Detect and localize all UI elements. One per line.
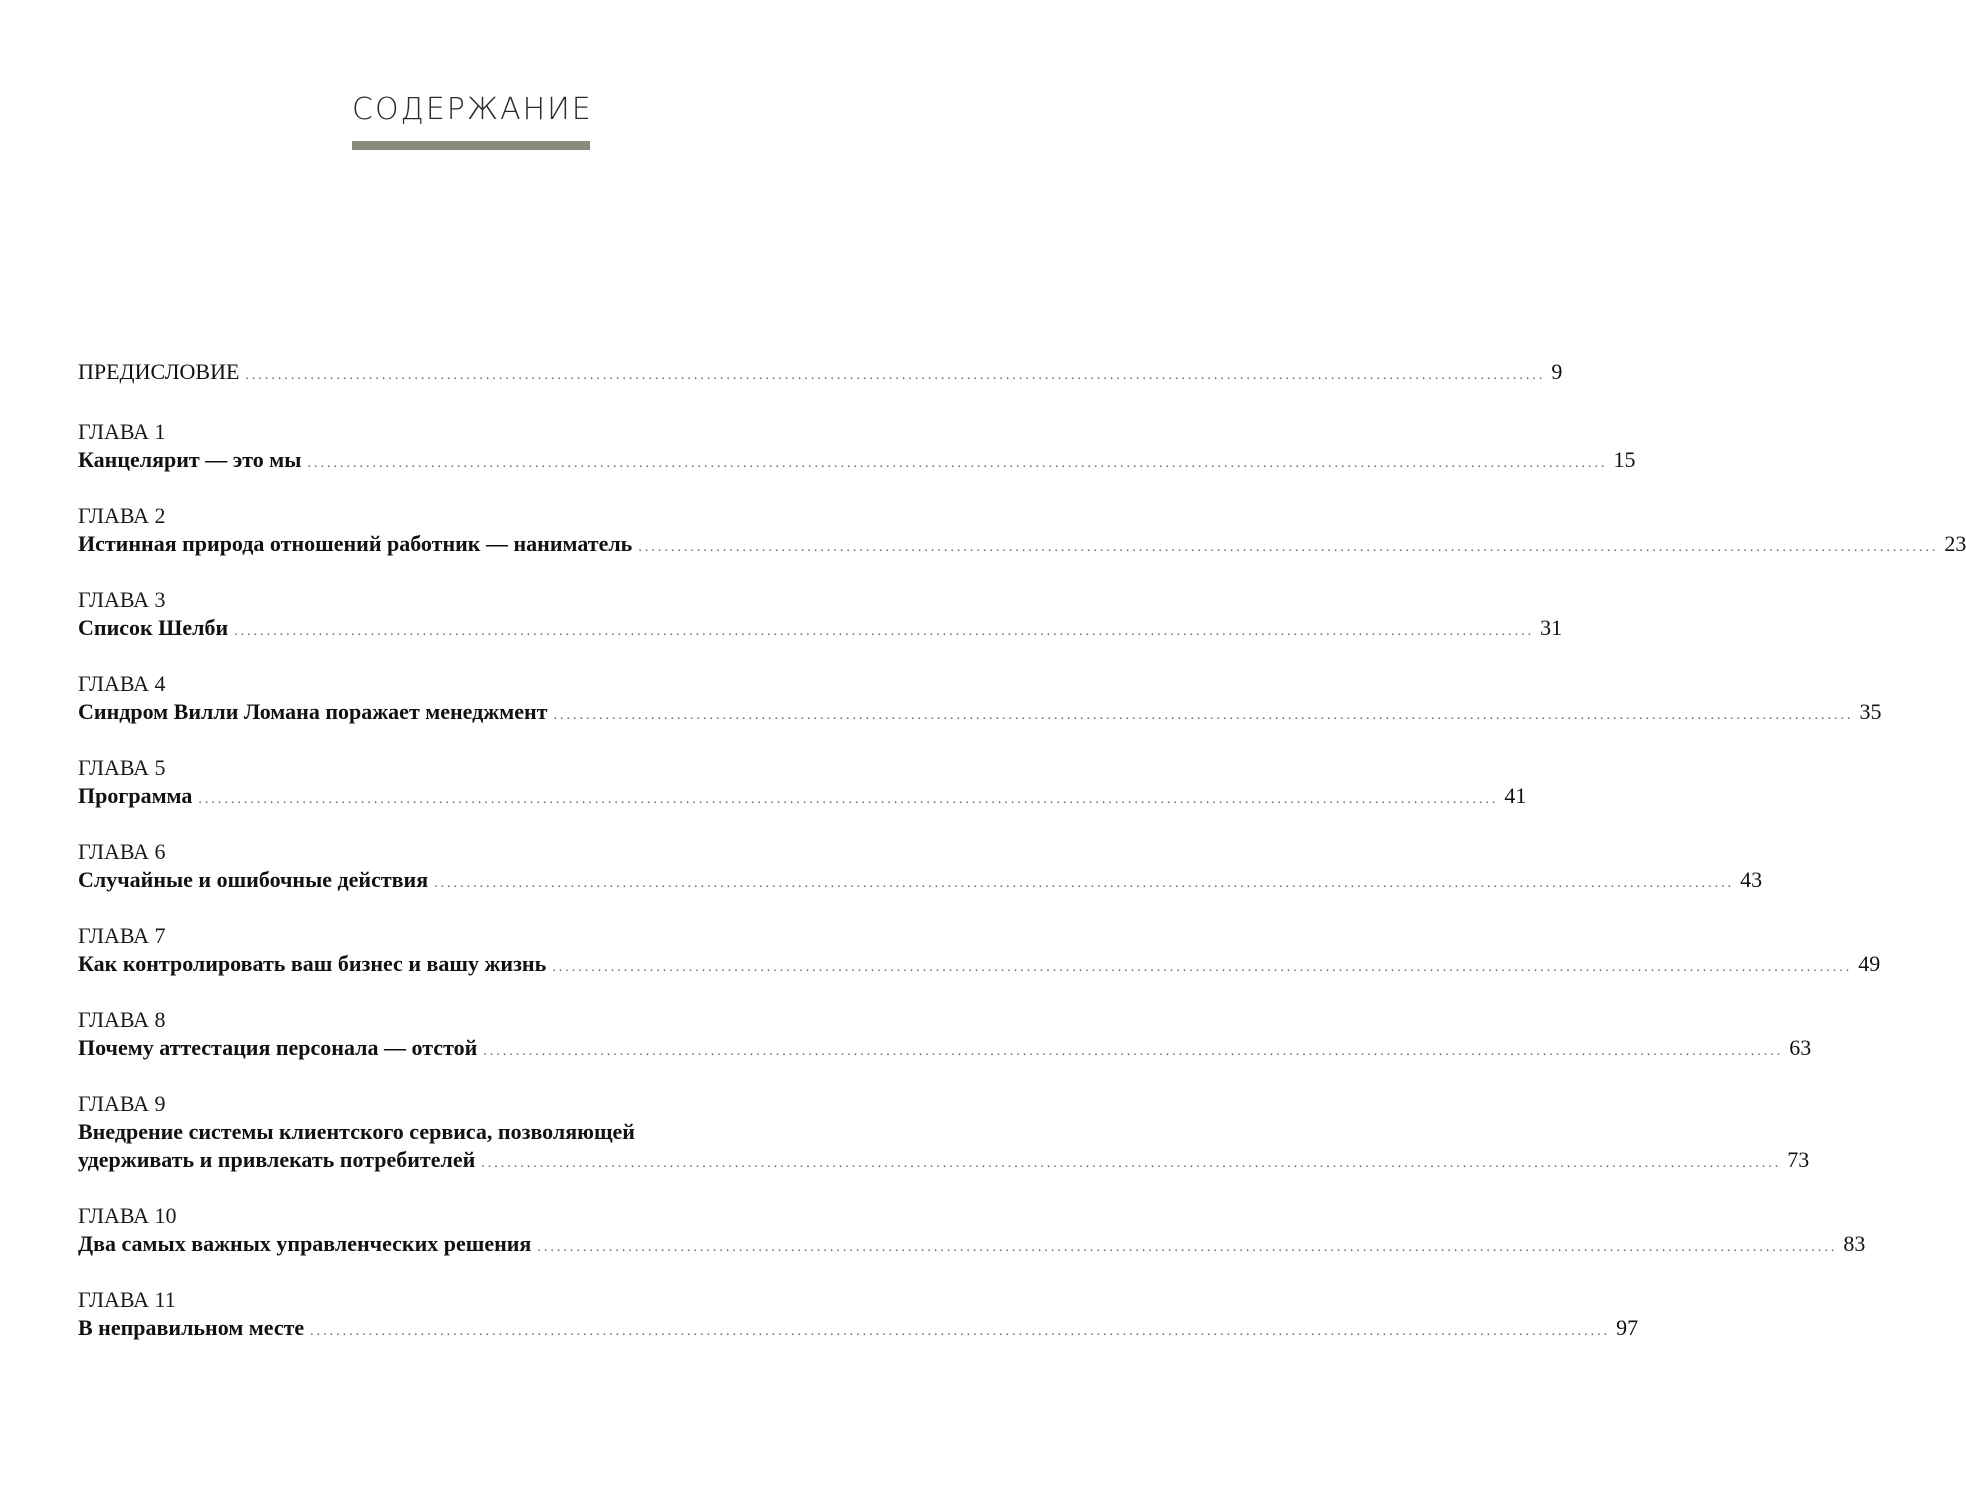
chapter-label: ГЛАВА 2 (78, 503, 166, 528)
chapter-label: ГЛАВА 3 (78, 587, 166, 612)
toc-page-number: 15 (1613, 447, 1636, 472)
dot-leader: ........................................................................................................................................................................................................ (310, 1324, 1611, 1339)
toc-page-number: 49 (1858, 951, 1881, 976)
toc-page-number: 63 (1789, 1035, 1812, 1060)
toc-entry-title: Истинная природа отношений работник — наниматель (78, 531, 633, 556)
toc-page-number: 73 (1787, 1147, 1810, 1172)
dot-leader: ........................................................................................................................................................................................................ (537, 1240, 1838, 1255)
toc-entry-title: Синдром Вилли Ломана поражает менеджмент (78, 699, 548, 724)
toc-entry-chapter-4[interactable] (78, 670, 1882, 726)
toc-entry-chapter-3[interactable] (78, 586, 1563, 642)
toc-line (78, 698, 1882, 726)
title-underline-bar (352, 141, 590, 150)
dot-leader: ........................................................................................................................................................................................................ (198, 792, 1499, 807)
dot-leader: ........................................................................................................................................................................................................ (638, 540, 1939, 555)
page-title: СОДЕРЖАНИЕ (352, 92, 593, 127)
dot-leader: ........................................................................................................................................................................................................ (481, 1156, 1782, 1171)
dot-leader: ........................................................................................................................................................................................................ (234, 624, 1535, 639)
toc-page-number: 97 (1616, 1315, 1639, 1340)
toc-line (78, 1230, 1866, 1258)
toc-entry-chapter-5[interactable] (78, 754, 1527, 810)
toc-entry-title: Список Шелби (78, 615, 229, 640)
toc-entry-title: Два самых важных управленческих решения (78, 1231, 532, 1256)
toc-entry-title: Канцелярит — это мы (78, 447, 302, 472)
toc-line (78, 358, 1563, 386)
toc-line (78, 530, 1966, 558)
toc-page-number: 83 (1843, 1231, 1866, 1256)
toc-line (78, 866, 1763, 894)
dot-leader: ........................................................................................................................................................................................................ (245, 368, 1546, 383)
dot-leader: ........................................................................................................................................................................................................ (553, 708, 1854, 723)
toc-page-number: 35 (1859, 699, 1882, 724)
toc-entry-title: Почему аттестация персонала — отстой (78, 1035, 478, 1060)
toc-line (78, 782, 1527, 810)
chapter-label: ГЛАВА 8 (78, 1007, 166, 1032)
toc-entry-chapter-9[interactable] (78, 1090, 1810, 1174)
toc-entry-preface[interactable] (78, 358, 1563, 386)
chapter-label: ГЛАВА 7 (78, 923, 166, 948)
toc-page-number: 9 (1551, 359, 1563, 384)
toc-entry-chapter-11[interactable] (78, 1286, 1639, 1342)
toc-entry-chapter-8[interactable] (78, 1006, 1812, 1062)
toc-line (78, 1034, 1812, 1062)
dot-leader: ........................................................................................................................................................................................................ (307, 456, 1608, 471)
toc-entry-title: Программа (78, 783, 193, 808)
toc-page-number: 31 (1540, 615, 1563, 640)
toc-line (78, 614, 1563, 642)
dot-leader: ........................................................................................................................................................................................................ (483, 1044, 1784, 1059)
toc-entry-title: удерживать и привлекать потребителей (78, 1147, 476, 1172)
chapter-label: ГЛАВА 9 (78, 1091, 166, 1116)
toc-entry-title: ПРЕДИСЛОВИЕ (78, 359, 240, 384)
toc-line (78, 446, 1636, 474)
toc-page-number: 23 (1944, 531, 1966, 556)
chapter-label: ГЛАВА 10 (78, 1203, 177, 1228)
toc-page-number: 41 (1504, 783, 1527, 808)
dot-leader: ........................................................................................................................................................................................................ (434, 876, 1735, 891)
toc-entry-chapter-6[interactable] (78, 838, 1763, 894)
toc-entry-chapter-2[interactable] (78, 502, 1966, 558)
chapter-label: ГЛАВА 11 (78, 1287, 176, 1312)
toc-entry-chapter-10[interactable] (78, 1202, 1866, 1258)
chapter-label: ГЛАВА 5 (78, 755, 166, 780)
toc-line (78, 1146, 1810, 1174)
toc-page-number: 43 (1740, 867, 1763, 892)
dot-leader: ........................................................................................................................................................................................................ (552, 960, 1853, 975)
chapter-label: ГЛАВА 6 (78, 839, 166, 864)
toc-entry-chapter-1[interactable] (78, 418, 1636, 474)
toc-entry-title: Как контролировать ваш бизнес и вашу жизнь (78, 951, 547, 976)
toc-entry-title: В неправильном месте (78, 1315, 305, 1340)
chapter-label: ГЛАВА 4 (78, 671, 166, 696)
chapter-label: ГЛАВА 1 (78, 419, 166, 444)
toc-entry-title-line-1: Внедрение системы клиентского сервиса, позволяющей (78, 1119, 635, 1144)
toc-line (78, 1314, 1639, 1342)
toc-line (78, 950, 1881, 978)
toc-entry-title: Случайные и ошибочные действия (78, 867, 429, 892)
toc-entry-chapter-7[interactable] (78, 922, 1881, 978)
